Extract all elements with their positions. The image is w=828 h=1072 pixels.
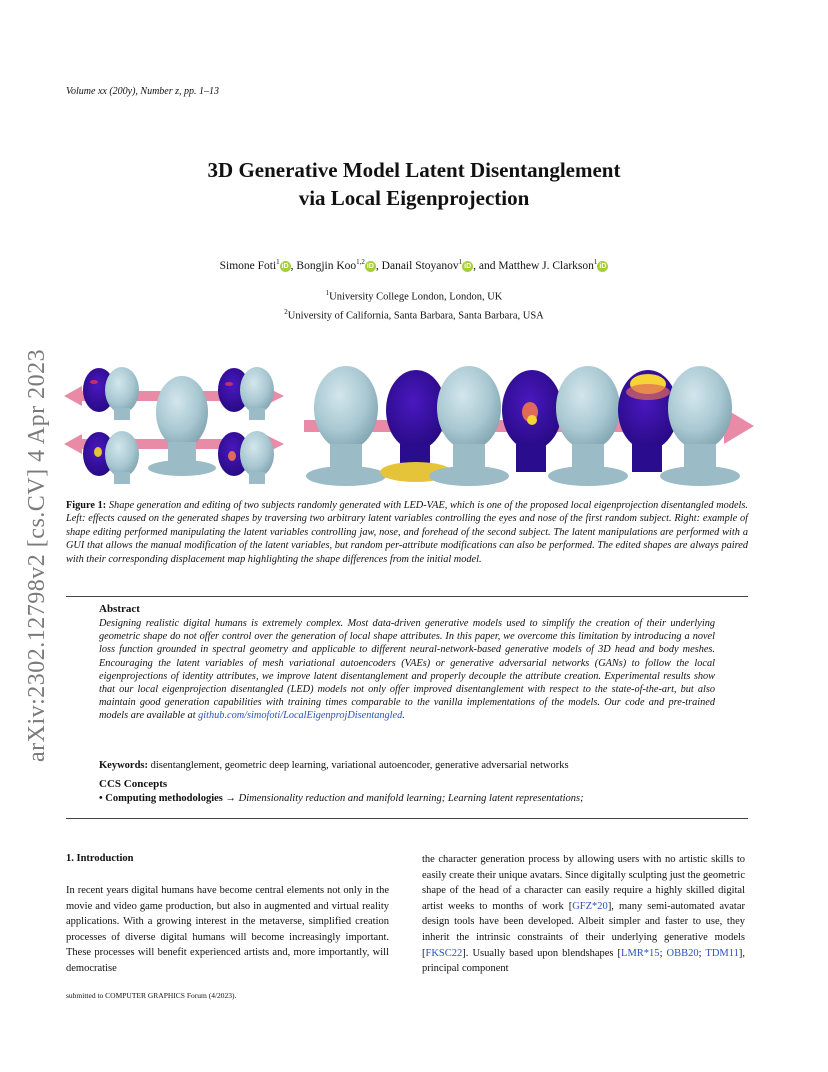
abstract-heading: Abstract xyxy=(99,603,140,615)
keywords-label: Keywords: xyxy=(99,760,148,771)
intro-sep: ; xyxy=(698,947,706,959)
orcid-icon[interactable]: iD xyxy=(366,262,374,270)
orcid-icon[interactable]: iD xyxy=(599,262,607,270)
intro-text: ], many semi-automated avatar design tools have been developed. Albeit simpler and faster to use, they inherit the intrinsic constraints of their underlying generative models [ xyxy=(422,900,745,959)
head-model xyxy=(548,366,628,486)
head-model xyxy=(240,367,274,420)
citation-link[interactable]: LMR*15 xyxy=(621,947,660,959)
intro-text: ]. Usually based upon blendshapes [ xyxy=(462,947,622,959)
affil-text: University of California, Santa Barbara, Santa Barbara, USA xyxy=(287,310,544,321)
affil-text: University College London, London, UK xyxy=(329,291,503,303)
figure-label: Figure 1: xyxy=(66,500,107,511)
author-name: Danail Stoyanov xyxy=(381,259,459,272)
affiliations xyxy=(0,286,828,323)
citation-link[interactable]: TDM11 xyxy=(705,947,739,959)
head-model xyxy=(105,431,139,484)
arxiv-identifier: arXiv:2302.12798v2 [cs.CV] 4 Apr 2023 xyxy=(24,348,50,762)
abstract-body xyxy=(99,617,715,723)
ccs-heading: CCS Concepts xyxy=(99,778,168,790)
citation-link[interactable]: FKSC22 xyxy=(425,947,463,959)
affiliation-2 xyxy=(0,305,828,324)
head-model xyxy=(306,366,386,486)
keywords-text: disentanglement, geometric deep learning, variational autoencoder, generative adversarial networks xyxy=(150,760,569,771)
code-link[interactable]: github.com/simofoti/LocalEigenprojDisentangled xyxy=(198,710,403,722)
intro-sep: ; xyxy=(659,947,667,959)
affiliation-1 xyxy=(0,286,828,305)
teaser-figure xyxy=(64,360,754,488)
author-affil-sup: 1 xyxy=(593,258,598,266)
head-model xyxy=(105,367,139,420)
caption-text: Shape generation and editing of two subjects randomly generated with LED-VAE, which is one of the proposed local eigenprojection disentangled models. Left: effects caused on the generated shapes by traversing two arbitrary latent variables controlling the eyes and nose of the first random subject. Right: example of shape editing performed manipulating the latent variables controlling jaw, nose, and forehead of the second subject. The latent manipulations are performed with a GUI that allows the manual modification of the latent variables, but random per-attribute modifications can also be performed. The edited shapes are always paired with their corresponding displacement map highlighting the shape differences from the initial model. xyxy=(66,500,748,565)
author-affil-sup: 1,2 xyxy=(356,258,365,266)
author-list: Simone Foti$^1$iD , Bongjin Koo$^{1,2}$iD , Danail Stoyanov$^1$iD , and Matthew J. Clarkson$^1$iD xyxy=(219,258,607,272)
intro-text: the character generation process by allowing users with no artistic skills to easily create their unique avatars. Since digitally sculpting just the geometric shape of the head of a character can easily require a highly skilled digital artist weeks to months of work [ xyxy=(422,854,745,912)
author-name: Bongjin Koo xyxy=(296,259,357,272)
divider xyxy=(66,818,748,819)
intro-text: ], principal component xyxy=(422,947,745,975)
author-affil-sup: 1 xyxy=(458,258,463,266)
paper-title xyxy=(0,156,828,212)
ccs-bullet: • Computing methodologies xyxy=(99,793,223,804)
page-footer: submitted to COMPUTER GRAPHICS Forum (4/2023). xyxy=(66,991,237,1000)
abstract-end: . xyxy=(402,710,405,722)
ccs-text: Dimensionality reduction and manifold learning; Learning latent representations; xyxy=(238,793,584,804)
citation-link[interactable]: GFZ*20 xyxy=(572,900,608,912)
divider xyxy=(66,596,748,597)
affil-sup: 2 xyxy=(284,307,288,316)
heatmap-head xyxy=(502,370,562,472)
title-line-1: 3D Generative Model Latent Disentanglement xyxy=(207,158,621,182)
head-model xyxy=(660,366,740,486)
head-model xyxy=(240,431,274,484)
abstract-text: Designing realistic digital humans is extremely complex. Most data-driven generative models used to simplify the creation of their underlying geometric shape do not offer control over the generation of local shape attributes. In this paper, we overcome this limitation by introducing a novel loss function grounded in spectral geometry and applicable to different neural-network-based generative models of 3D head and body meshes. Encouraging the latent variables of mesh variational autoencoders (VAEs) or generative adversarial networks (GANs) to follow the local eigenprojections of identity attributes, we improve latent disentanglement and properly decouple the attribute creation. Experimental results show that our local eigenprojection disentangled (LED) models not only offer improved disentanglement with respect to the state-of-the-art, but also maintain good generation capabilities with training times comparable to the vanilla implementations of the models. Our code and pre-trained models are available at xyxy=(99,618,715,722)
keywords xyxy=(99,760,569,771)
title-line-2: via Local Eigenprojection xyxy=(298,186,530,210)
figure-caption xyxy=(66,499,748,566)
heatmap-head xyxy=(618,370,678,472)
author-name: and Matthew J. Clarkson xyxy=(478,259,594,272)
orcid-icon[interactable]: iD xyxy=(281,262,289,270)
citation-link[interactable]: OBB20 xyxy=(666,947,699,959)
section-heading: 1. Introduction xyxy=(66,853,134,864)
author-name: Simone Foti xyxy=(219,259,277,272)
ccs-concepts xyxy=(99,793,584,804)
ccs-arrow: → xyxy=(225,793,236,804)
intro-right-column xyxy=(422,852,745,977)
journal-header: Volume xx (200y), Number z, pp. 1–13 xyxy=(66,86,220,97)
intro-left-column: In recent years digital humans have become central elements not only in the movie and video game production, but also in augmented and virtual reality applications. With a growing interest in the metaverse, simplified creation processes of diverse digital humans will become increasingly important. These processes will benefit experienced artists and, more importantly, will democratise xyxy=(66,885,389,974)
affil-sup: 1 xyxy=(325,289,330,297)
orcid-icon[interactable]: iD xyxy=(464,262,472,270)
author-affil-sup: 1 xyxy=(276,258,280,266)
